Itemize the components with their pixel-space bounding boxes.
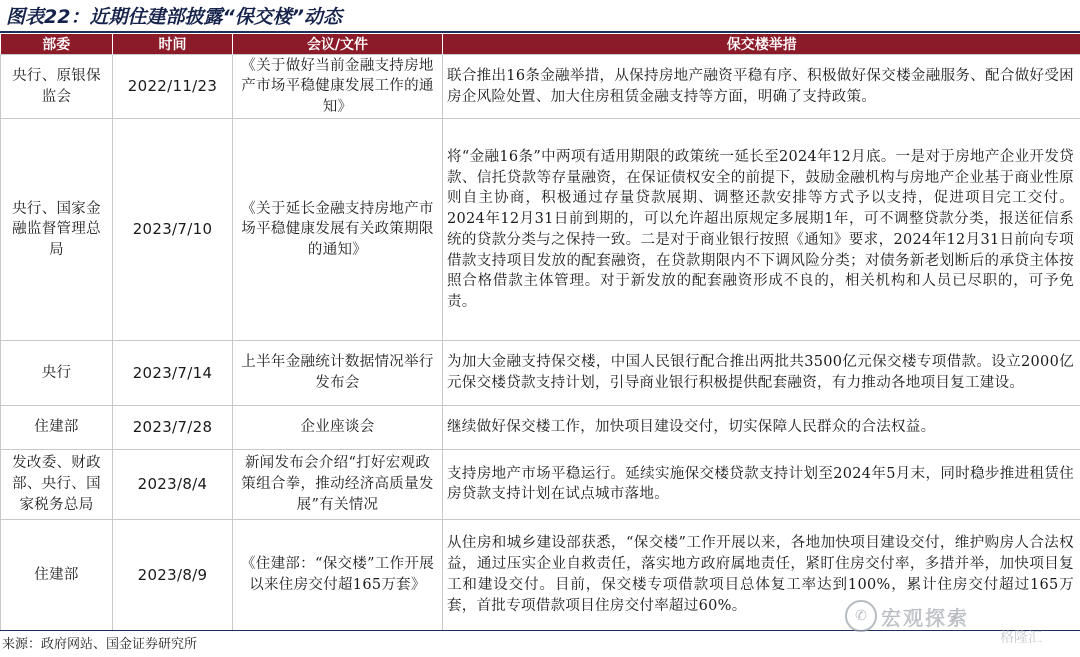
table-row	[1, 449, 1080, 519]
figure-title: 图表22：近期住建部披露“保交楼”动态	[6, 6, 342, 28]
cell-dept: 发改委、财政部、央行、国家税务总局	[1, 449, 113, 519]
cell-document: 《关于延长金融支持房地产市场平稳健康发展有关政策期限的通知》	[233, 119, 443, 341]
cell-measures: 从住房和城乡建设部获悉，“保交楼”工作开展以来，各地加快项目建设交付，维护购房人合法权益，通过压实企业自救责任，落实地方政府属地责任，紧盯住房交付率，多措并举，加快项目复工和建设交付。目前，保交楼专项借款项目总体复工率达到100%，累计住房交付超过165万套，首批专项借款项目住房交付率超过60%。	[443, 519, 1080, 630]
cell-document: 上半年金融统计数据情况举行发布会	[233, 341, 443, 405]
column-header-date: 时间	[113, 34, 233, 55]
cell-document: 《关于做好当前金融支持房地产市场平稳健康发展工作的通知》	[233, 55, 443, 119]
cell-dept: 央行、国家金融监督管理总局	[1, 119, 113, 341]
table-header-row	[1, 34, 1080, 55]
cell-dept: 住建部	[1, 519, 113, 630]
watermark-brand: 格隆汇	[1000, 630, 1042, 646]
wechat-icon: ✆	[845, 600, 877, 632]
policy-table	[0, 34, 1080, 631]
cell-measures: 支持房地产市场平稳运行。延续实施保交楼贷款支持计划至2024年5月末，同时稳步推进租赁住房贷款支持计划在试点城市落地。	[443, 449, 1080, 519]
column-header-document: 会议/文件	[233, 34, 443, 55]
column-header-measures: 保交楼举措	[443, 34, 1080, 55]
table-row	[1, 55, 1080, 119]
cell-date: 2022/11/23	[113, 55, 233, 119]
cell-measures: 将“金融16条”中两项有适用期限的政策统一延长至2024年12月底。一是对于房地产企业开发贷款、信托贷款等存量融资，在保证债权安全的前提下，鼓励金融机构与房地产企业基于商业性原则自主协商，积极通过存量贷款展期、调整还款安排等方式予以支持，促进项目完工交付。2024年12月31日前到期的，可以允许超出原规定多展期1年，可不调整贷款分类，报送征信系统的贷款分类与之保持一致。二是对于商业银行按照《通知》要求，2024年12月31日前向专项借款支持项目发放的配套融资，在贷款期限内不下调风险分类；对债务新老划断后的承贷主体按照合格借款主体管理。对于新发放的配套融资形成不良的，相关机构和人员已尽职的，可予免责。	[443, 119, 1080, 341]
cell-measures: 继续做好保交楼工作，加快项目建设交付，切实保障人民群众的合法权益。	[443, 405, 1080, 449]
table-row	[1, 519, 1080, 630]
cell-dept: 央行	[1, 341, 113, 405]
cell-date: 2023/7/28	[113, 405, 233, 449]
cell-date: 2023/8/9	[113, 519, 233, 630]
cell-date: 2023/7/10	[113, 119, 233, 341]
table-row	[1, 405, 1080, 449]
cell-date: 2023/7/14	[113, 341, 233, 405]
cell-measures: 为加大金融支持保交楼，中国人民银行配合推出两批共3500亿元保交楼专项借款。设立2000亿元保交楼贷款支持计划，引导商业银行积极提供配套融资，有力推动各地项目复工建设。	[443, 341, 1080, 405]
column-header-dept: 部委	[1, 34, 113, 55]
cell-date: 2023/8/4	[113, 449, 233, 519]
title-divider	[0, 31, 1080, 33]
watermark-text: 宏观探索	[881, 605, 969, 630]
cell-dept: 住建部	[1, 405, 113, 449]
cell-measures: 联合推出16条金融举措，从保持房地产融资平稳有序、积极做好保交楼金融服务、配合做好受困房企风险处置、加大住房租赁金融支持等方面，明确了支持政策。	[443, 55, 1080, 119]
table-row	[1, 341, 1080, 405]
source-note: 来源：政府网站、国金证券研究所	[2, 637, 198, 652]
cell-document: 企业座谈会	[233, 405, 443, 449]
cell-document: 新闻发布会介绍“打好宏观政策组合拳，推动经济高质量发展”有关情况	[233, 449, 443, 519]
cell-dept: 央行、原银保监会	[1, 55, 113, 119]
cell-document: 《住建部：“保交楼”工作开展以来住房交付超165万套》	[233, 519, 443, 630]
table-row	[1, 119, 1080, 341]
